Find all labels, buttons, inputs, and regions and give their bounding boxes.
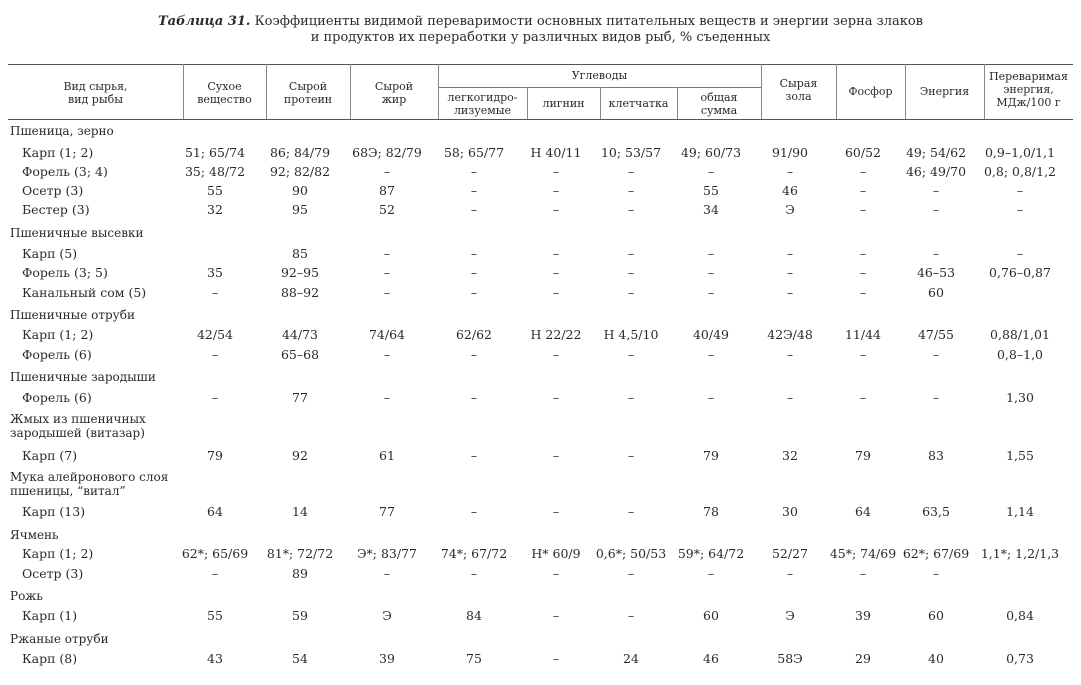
total-carbs-cell: 59*; 64/72 [677, 546, 745, 561]
fish-species-label: Канальный сом (5) [22, 285, 147, 300]
total-carbs-cell: 34 [703, 202, 719, 217]
crude-fat-cell: – [383, 265, 391, 280]
phosphorus-cell: 11/44 [844, 327, 882, 342]
fiber-cell: – [627, 265, 635, 280]
fiber-cell: – [627, 566, 635, 581]
phosphorus-cell: 29 [855, 651, 871, 666]
table-row [8, 447, 1073, 465]
phosphorus-cell: – [859, 285, 867, 300]
dry-matter-cell: 64 [207, 504, 223, 519]
crude-ash-cell: 52/27 [771, 546, 809, 561]
dry-matter-cell: 62*; 65/69 [181, 546, 249, 561]
digestible-energy-cell: 0,9–1,0/1,1 [984, 145, 1056, 160]
digestible-energy-cell: 1,1*; 1,2/1,3 [980, 546, 1060, 561]
dry-matter-cell: 55 [207, 608, 223, 623]
easily-hydrolyzed-cell: – [470, 265, 478, 280]
fish-species-label: Карп (1; 2) [22, 546, 94, 561]
fiber-cell: – [627, 448, 635, 463]
crude-protein-cell: 92 [292, 448, 308, 463]
easily-hydrolyzed-cell: 74*; 67/72 [440, 546, 508, 561]
digestible-energy-cell: – [1016, 246, 1024, 261]
fiber-cell: – [627, 347, 635, 362]
easily-hydrolyzed-cell: – [470, 390, 478, 405]
fish-species-label: Форель (3; 5) [22, 265, 108, 280]
table-row [8, 389, 1073, 407]
total-carbs-cell: – [707, 246, 715, 261]
lignin-cell: Н 40/11 [530, 145, 582, 160]
table-row [8, 163, 1073, 181]
energy-cell: 63,5 [922, 504, 950, 519]
crude-ash-cell: – [786, 347, 794, 362]
easily-hydrolyzed-cell: – [470, 164, 478, 179]
dry-matter-cell: – [211, 347, 219, 362]
fiber-cell: 10; 53/57 [600, 145, 662, 160]
fiber-cell: – [627, 164, 635, 179]
header-dry-matter: Сухое вещество [197, 80, 252, 106]
fiber-cell: – [627, 246, 635, 261]
crude-fat-cell: 77 [379, 504, 395, 519]
phosphorus-cell: 39 [855, 608, 871, 623]
energy-cell: – [932, 390, 940, 405]
fish-species-label: Карп (13) [22, 504, 86, 519]
lignin-cell: – [552, 183, 560, 198]
easily-hydrolyzed-cell: 84 [466, 608, 482, 623]
digestible-energy-cell: 1,30 [1006, 390, 1034, 405]
table-row [8, 346, 1073, 364]
fish-species-label: Карп (7) [22, 448, 78, 463]
group-title: Пшеничные отруби [10, 308, 135, 322]
easily-hydrolyzed-cell: – [470, 448, 478, 463]
digestible-energy-cell: 0,88/1,01 [990, 327, 1050, 342]
digestible-energy-cell: 0,73 [1006, 651, 1034, 666]
crude-protein-cell: 86; 84/79 [269, 145, 331, 160]
phosphorus-cell: – [859, 390, 867, 405]
table-row [8, 326, 1073, 344]
dry-matter-cell: – [211, 390, 219, 405]
header-total-sum: общая сумма [700, 91, 738, 117]
crude-ash-cell: 42Э/48 [767, 327, 813, 342]
digestible-energy-cell: – [1016, 202, 1024, 217]
crude-fat-cell: 52 [379, 202, 395, 217]
fish-species-label: Бестер (3) [22, 202, 90, 217]
fish-species-label: Форель (6) [22, 347, 92, 362]
header-energy: Энергия [919, 85, 970, 98]
crude-fat-cell: 61 [379, 448, 395, 463]
digestible-energy-cell: 0,8; 0,8/1,2 [983, 164, 1057, 179]
dry-matter-cell: 43 [207, 651, 223, 666]
group-title: Пшеничные высевки [10, 226, 144, 240]
total-carbs-cell: 79 [703, 448, 719, 463]
lignin-cell: – [552, 265, 560, 280]
crude-ash-cell: 58Э [777, 651, 803, 666]
digestible-energy-cell: 1,14 [1006, 504, 1034, 519]
energy-cell: 60 [928, 608, 944, 623]
energy-cell: – [932, 246, 940, 261]
phosphorus-cell: – [859, 347, 867, 362]
table-caption [0, 14, 1081, 46]
group-title: Пшеничные зародыши [10, 370, 156, 384]
lignin-cell: – [552, 608, 560, 623]
crude-fat-cell: Э [382, 608, 392, 623]
dry-matter-cell: 42/54 [196, 327, 234, 342]
total-carbs-cell: 78 [703, 504, 719, 519]
crude-protein-cell: 90 [292, 183, 308, 198]
easily-hydrolyzed-cell: 58; 65/77 [443, 145, 505, 160]
dry-matter-cell: 35; 48/72 [184, 164, 246, 179]
total-carbs-cell: 60 [703, 608, 719, 623]
crude-ash-cell: – [786, 246, 794, 261]
crude-fat-cell: – [383, 566, 391, 581]
header-crude-ash: Сырая зола [779, 77, 818, 103]
easily-hydrolyzed-cell: – [470, 183, 478, 198]
energy-cell: – [932, 183, 940, 198]
crude-ash-cell: 32 [782, 448, 798, 463]
fiber-cell: – [627, 608, 635, 623]
fiber-cell: – [627, 285, 635, 300]
crude-fat-cell: – [383, 347, 391, 362]
fish-species-label: Карп (1; 2) [22, 327, 94, 342]
crude-fat-cell: – [383, 390, 391, 405]
dry-matter-cell: 51; 65/74 [184, 145, 246, 160]
crude-protein-cell: 81*; 72/72 [266, 546, 334, 561]
lignin-cell: – [552, 246, 560, 261]
lignin-cell: – [552, 285, 560, 300]
energy-cell: 47/55 [917, 327, 955, 342]
table-row [8, 201, 1073, 219]
group-title: Жмых из пшеничных зародышей (витазар) [10, 412, 146, 440]
total-carbs-cell: – [707, 390, 715, 405]
fish-species-label: Осетр (3) [22, 183, 84, 198]
crude-protein-cell: 77 [292, 390, 308, 405]
phosphorus-cell: – [859, 566, 867, 581]
crude-fat-cell: – [383, 246, 391, 261]
digestible-energy-cell: 0,8–1,0 [996, 347, 1043, 362]
table-row [8, 144, 1073, 162]
table-row [8, 284, 1073, 302]
total-carbs-cell: – [707, 265, 715, 280]
header-easily-hydrolyzed: легкогидро- лизуемые [447, 91, 518, 117]
energy-cell: – [932, 566, 940, 581]
crude-fat-cell: 68Э; 82/79 [352, 145, 422, 160]
lignin-cell: Н* 60/9 [531, 546, 581, 561]
crude-fat-cell: 87 [379, 183, 395, 198]
energy-cell: 49; 54/62 [905, 145, 967, 160]
crude-ash-cell: 91/90 [771, 145, 809, 160]
group-title: Пшеница, зерно [10, 124, 114, 138]
dry-matter-cell: – [211, 566, 219, 581]
dry-matter-cell: 35 [207, 265, 223, 280]
fiber-cell: – [627, 183, 635, 198]
crude-protein-cell: 92–95 [280, 265, 320, 280]
energy-cell: 62*; 67/69 [902, 546, 970, 561]
table-row [8, 264, 1073, 282]
group-title: Мука алейронового слоя пшеницы, “витал” [10, 470, 169, 498]
energy-cell: 46–53 [916, 265, 956, 280]
easily-hydrolyzed-cell: – [470, 202, 478, 217]
fish-species-label: Форель (6) [22, 390, 92, 405]
crude-ash-cell: – [786, 390, 794, 405]
lignin-cell: – [552, 390, 560, 405]
header-phosphorus: Фосфор [848, 85, 893, 98]
total-carbs-cell: 49; 60/73 [680, 145, 742, 160]
fish-species-label: Форель (3; 4) [22, 164, 108, 179]
total-carbs-cell: – [707, 285, 715, 300]
dry-matter-cell: – [211, 285, 219, 300]
energy-cell: 46; 49/70 [905, 164, 967, 179]
table-top-rule [8, 64, 1073, 65]
header-carbohydrates: Углеводы [571, 69, 628, 82]
caption-line-1: Коэффициенты видимой переваримости основных питательных веществ и энергии зерна злаков [254, 14, 923, 29]
total-carbs-cell: 40/49 [692, 327, 730, 342]
header-fiber: клетчатка [608, 97, 669, 110]
crude-fat-cell: – [383, 164, 391, 179]
easily-hydrolyzed-cell: 62/62 [455, 327, 493, 342]
total-carbs-cell: – [707, 164, 715, 179]
fiber-cell: 0,6*; 50/53 [595, 546, 667, 561]
lignin-cell: Н 22/22 [530, 327, 582, 342]
crude-protein-cell: 54 [292, 651, 308, 666]
phosphorus-cell: – [859, 246, 867, 261]
energy-cell: 40 [928, 651, 944, 666]
table-row [8, 182, 1073, 200]
fiber-cell: 24 [623, 651, 639, 666]
header-bottom-rule [8, 119, 1073, 120]
total-carbs-cell: 55 [703, 183, 719, 198]
crude-protein-cell: 14 [292, 504, 308, 519]
crude-protein-cell: 85 [292, 246, 308, 261]
phosphorus-cell: 60/52 [844, 145, 882, 160]
fish-species-label: Карп (1) [22, 608, 78, 623]
table-row [8, 650, 1073, 668]
phosphorus-cell: 45*; 74/69 [829, 546, 897, 561]
table-row [8, 245, 1073, 263]
crude-protein-cell: 88–92 [280, 285, 320, 300]
header-digestible-energy: Переваримая энергия, МДж/100 г [989, 70, 1068, 109]
crude-ash-cell: – [786, 265, 794, 280]
dry-matter-cell: 55 [207, 183, 223, 198]
crude-protein-cell: 44/73 [281, 327, 319, 342]
crude-fat-cell: 74/64 [368, 327, 406, 342]
header-crude-protein: Сырой протеин [283, 80, 333, 106]
digestible-energy-cell: 0,76–0,87 [989, 265, 1051, 280]
crude-ash-cell: Э [785, 608, 795, 623]
energy-cell: 83 [928, 448, 944, 463]
crude-protein-cell: 95 [292, 202, 308, 217]
lignin-cell: – [552, 504, 560, 519]
dry-matter-cell: 79 [207, 448, 223, 463]
group-title: Рожь [10, 589, 43, 603]
phosphorus-cell: – [859, 202, 867, 217]
crude-protein-cell: 92; 82/82 [269, 164, 331, 179]
table-row [8, 607, 1073, 625]
easily-hydrolyzed-cell: – [470, 285, 478, 300]
lignin-cell: – [552, 202, 560, 217]
header-raw-material: Вид сырья, вид рыбы [63, 80, 128, 106]
phosphorus-cell: 64 [855, 504, 871, 519]
table-number: Таблица 31. [158, 14, 251, 29]
total-carbs-cell: 46 [703, 651, 719, 666]
fish-species-label: Осетр (3) [22, 566, 84, 581]
table-row [8, 503, 1073, 521]
fish-species-label: Карп (1; 2) [22, 145, 94, 160]
fish-species-label: Карп (8) [22, 651, 78, 666]
fiber-cell: – [627, 504, 635, 519]
lignin-cell: – [552, 164, 560, 179]
digestible-energy-cell: 1,55 [1006, 448, 1034, 463]
fiber-cell: – [627, 390, 635, 405]
crude-protein-cell: 89 [292, 566, 308, 581]
header-lignin: лигнин [542, 97, 585, 110]
group-title: Ржаные отруби [10, 632, 109, 646]
total-carbs-cell: – [707, 347, 715, 362]
energy-cell: – [932, 202, 940, 217]
phosphorus-cell: 79 [855, 448, 871, 463]
digestible-energy-cell: 0,84 [1006, 608, 1034, 623]
fish-species-label: Карп (5) [22, 246, 78, 261]
energy-cell: 60 [928, 285, 944, 300]
energy-cell: – [932, 347, 940, 362]
crude-ash-cell: 30 [782, 504, 798, 519]
crude-protein-cell: 59 [292, 608, 308, 623]
caption-line-2: и продуктов их переработки у различных видов рыб, % съеденных [310, 30, 771, 45]
dry-matter-cell: 32 [207, 202, 223, 217]
easily-hydrolyzed-cell: – [470, 504, 478, 519]
lignin-cell: – [552, 347, 560, 362]
lignin-cell: – [552, 651, 560, 666]
crude-ash-cell: Э [785, 202, 795, 217]
table-row [8, 545, 1073, 563]
phosphorus-cell: – [859, 265, 867, 280]
total-carbs-cell: – [707, 566, 715, 581]
easily-hydrolyzed-cell: – [470, 246, 478, 261]
header-crude-fat: Сырой жир [374, 80, 414, 106]
easily-hydrolyzed-cell: 75 [466, 651, 482, 666]
table-row [8, 565, 1073, 583]
crude-ash-cell: – [786, 285, 794, 300]
easily-hydrolyzed-cell: – [470, 566, 478, 581]
easily-hydrolyzed-cell: – [470, 347, 478, 362]
crude-ash-cell: – [786, 566, 794, 581]
group-title: Ячмень [10, 528, 59, 542]
fiber-cell: Н 4,5/10 [603, 327, 659, 342]
crude-ash-cell: – [786, 164, 794, 179]
crude-ash-cell: 46 [782, 183, 798, 198]
phosphorus-cell: – [859, 183, 867, 198]
crude-fat-cell: – [383, 285, 391, 300]
crude-fat-cell: Э*; 83/77 [356, 546, 418, 561]
lignin-cell: – [552, 448, 560, 463]
crude-fat-cell: 39 [379, 651, 395, 666]
crude-protein-cell: 65–68 [280, 347, 320, 362]
phosphorus-cell: – [859, 164, 867, 179]
lignin-cell: – [552, 566, 560, 581]
digestible-energy-cell: – [1016, 183, 1024, 198]
fiber-cell: – [627, 202, 635, 217]
